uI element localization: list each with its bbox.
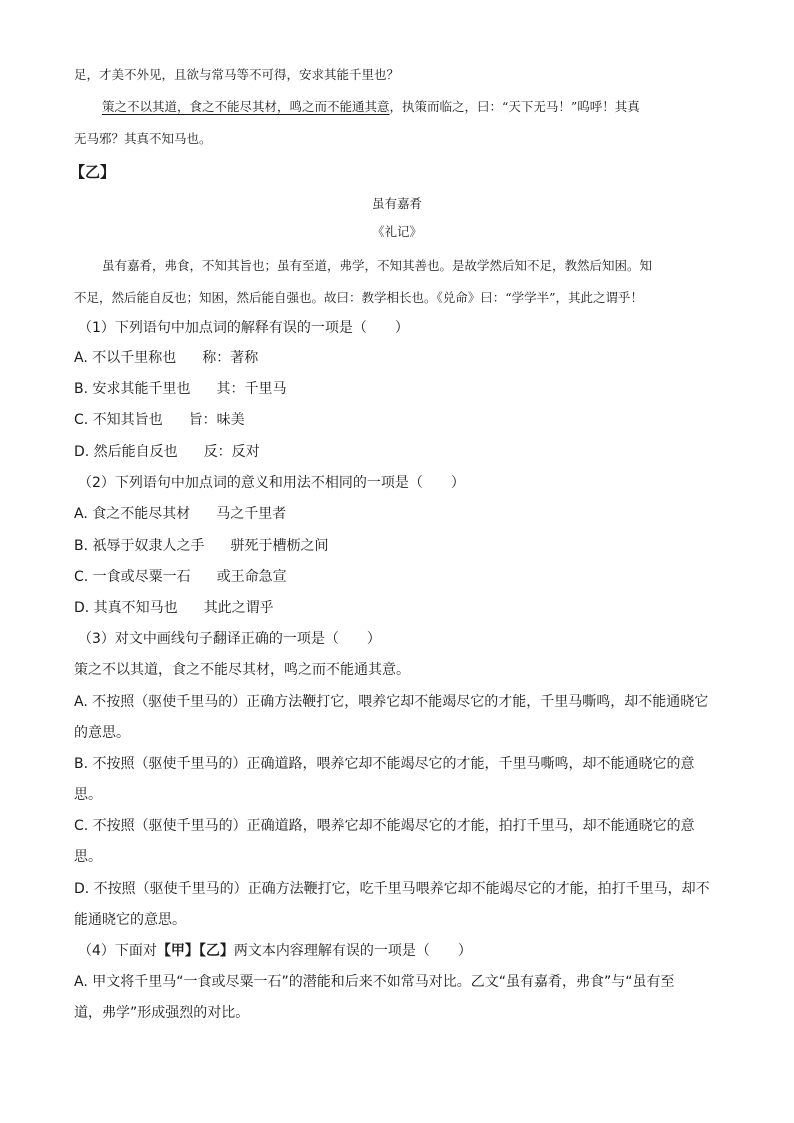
jia-line-1: 足，才美不外见，且欲与常马等不可得，安求其能千里也？ [74,67,400,82]
yi-source: 《礼记》 [371,224,422,239]
q3-option-b-line-1: B. 不按照（驱使千里马的）正确道路，喂养它却不能竭尽它的才能，千里马嘶鸣，却不能通晓它的意 [74,756,695,772]
jia-underlined-sentence: 策之不以其道，食之不能尽其材，鸣之而不能通其意 [102,99,390,114]
q3-option-c-line-2: 思。 [74,849,102,865]
jia-line-3: 无马邪？其真不知马也。 [74,131,212,146]
q4-option-a-line-2: 道，弗学”形成强烈的对比。 [74,1005,250,1021]
question-3-stem: （3）对文中画线句子翻译正确的一项是（ ） [78,631,381,647]
yi-line-2: 不足，然后能自反也；知困，然后能自强也。故曰：教学相长也。《兑命》曰：“学学半”，其此之谓乎！ [74,290,644,305]
jia-paragraph-2-rest: ，执策而临之，曰：“天下无马！”呜呼！其真 [389,99,640,114]
q4-option-a-line-1: A. 甲文将千里马“一食或尽粟一石”的潜能和后来不如常马对比。乙文“虽有嘉肴，弗食”与“虽有至 [74,974,675,990]
q2-option-b: B. 祇辱于奴隶人之手 骈死于槽枥之间 [74,538,329,554]
q1-option-d: D. 然后能自反也 反：反对 [74,444,260,460]
q2-option-a: A. 食之不能尽其材 马之千里者 [74,506,287,522]
jia-paragraph-2 [102,97,640,117]
yi-heading: 【乙】 [70,163,116,181]
yi-line-1: 虽有嘉肴，弗食，不知其旨也；虽有至道，弗学，不知其善也。是故学然后知不足，教然后知困。知 [102,258,653,273]
q1-option-a: A. 不以千里称也 称：著称 [74,350,259,366]
q3-option-c-line-1: C. 不按照（驱使千里马的）正确道路，喂养它却不能竭尽它的才能，拍打千里马，却不能通晓它的意 [74,818,695,834]
q3-sentence: 策之不以其道，食之不能尽其材，鸣之而不能通其意。 [74,662,410,678]
q3-option-a-line-2: 的意思。 [74,725,130,741]
q1-option-c: C. 不知其旨也 旨：味美 [74,412,245,428]
question-2-stem: （2）下列语句中加点词的意义和用法不相同的一项是（ ） [78,475,465,491]
question-4-stem: （4）下面对【甲】【乙】两文本内容理解有误的一项是（ ） [78,943,472,959]
question-1-stem: （1）下列语句中加点词的解释有误的一项是（ ） [78,320,409,336]
q2-option-d: D. 其真不知马也 其此之谓乎 [74,600,274,616]
q3-option-a-line-1: A. 不按照（驱使千里马的）正确方法鞭打它，喂养它却不能竭尽它的才能，千里马嘶鸣，却不能通晓它 [74,694,709,710]
q1-option-b: B. 安求其能千里也 其：千里马 [74,381,287,397]
q3-option-b-line-2: 思。 [74,787,102,803]
yi-title: 虽有嘉肴 [371,196,422,211]
q3-option-d-line-2: 能通晓它的意思。 [74,912,186,928]
q3-option-d-line-1: D. 不按照（驱使千里马的）正确方法鞭打它，吃千里马喂养它却不能竭尽它的才能，拍打千里马，却不 [74,881,710,897]
q2-option-c: C. 一食或尽粟一石 或王命急宣 [74,569,287,585]
